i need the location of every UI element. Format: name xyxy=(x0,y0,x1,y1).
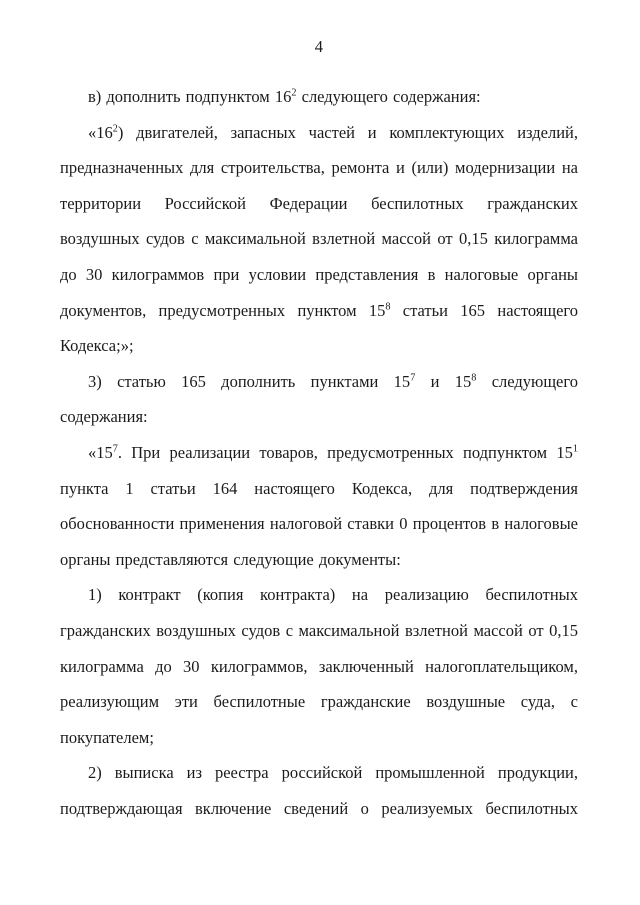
text-run: 1) контракт (копия контракта) на реализацию беспилотных гражданских воздушных судов с максимальной взлетной массой от 0,15 килограмма до 30 килограммов, заключенный налогоплательщиком, реализующим эти беспилотные гражданские воздушные суда, с покупателем; xyxy=(60,585,578,747)
text-run: пункта 1 статьи 164 настоящего Кодекса, для подтверждения обоснованности применения налоговой ставки 0 процентов в налоговые органы представляются следующие документы: xyxy=(60,478,578,569)
text-run: ) двигателей, запасных частей и комплектующих изделий, предназначенных для строительства, ремонта и (или) модернизации на территории Российской Федерации беспилотных гражданских воздушных судов с максимальной взлетной массой от 0,15 килограмма до 30 килограммов при условии представления в налоговые органы документов, предусмотренных пунктом 15 xyxy=(60,122,578,320)
text-run: в) дополнить подпунктом 16 xyxy=(88,87,292,106)
paragraph-document-1-contract xyxy=(60,577,578,755)
text-run: и 15 xyxy=(415,371,472,391)
text-run: статьи 165 настоящего Кодекса;»; xyxy=(60,300,578,356)
superscript: 1 xyxy=(572,443,578,455)
text-run: «15 xyxy=(88,442,113,462)
superscript: 7 xyxy=(112,443,118,455)
superscript: 2 xyxy=(291,87,297,99)
document-body xyxy=(60,79,578,826)
paragraph-subitem-v xyxy=(60,79,578,115)
superscript: 8 xyxy=(385,301,391,313)
paragraph-subpoint-16-2 xyxy=(60,115,578,364)
text-run: 3) статью 165 дополнить пунктами 15 xyxy=(88,371,411,391)
paragraph-item-3 xyxy=(60,364,578,435)
text-run: . При реализации товаров, предусмотренных подпунктом 15 xyxy=(117,442,573,462)
text-run: «16 xyxy=(88,122,113,142)
text-run: следующего содержания: xyxy=(60,371,578,427)
paragraph-point-15-7 xyxy=(60,435,578,577)
text-run: 2) выписка из реестра российской промышленной продукции, подтверждающая включение сведений о реализуемых беспилотных xyxy=(60,763,578,818)
paragraph-document-2-registry-extract xyxy=(60,755,578,826)
text-run: следующего содержания: xyxy=(296,87,481,106)
superscript: 8 xyxy=(471,372,477,384)
superscript: 7 xyxy=(410,372,416,384)
page-number: 4 xyxy=(314,37,324,56)
superscript: 2 xyxy=(112,123,118,135)
